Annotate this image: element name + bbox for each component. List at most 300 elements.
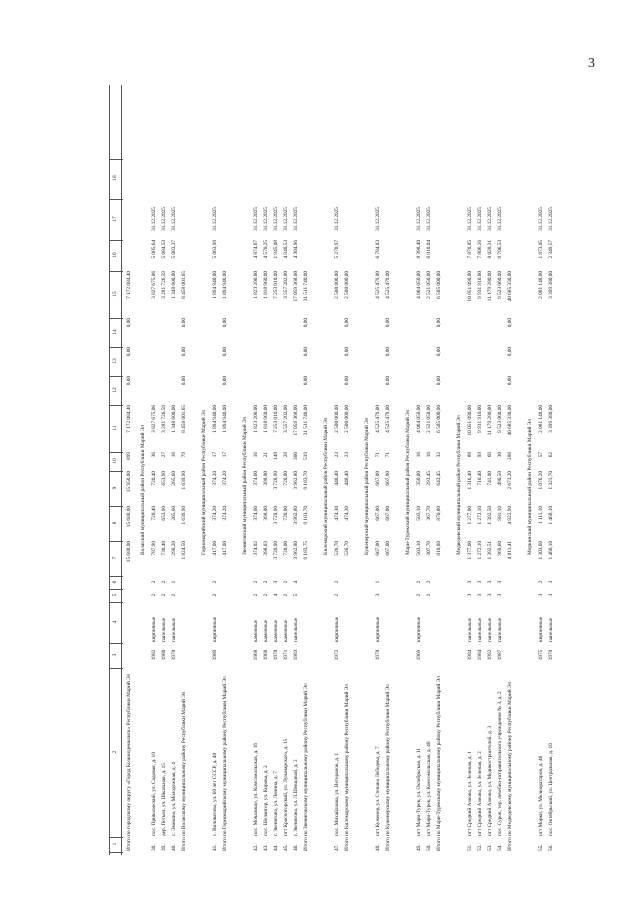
table-cell: пос. Михайловка, ул. Ветеранов, д. 1 — [334, 752, 340, 836]
table-cell: 148 — [273, 452, 279, 460]
table-row — [160, 85, 169, 855]
table-cell: 1 — [375, 580, 381, 584]
table-cell: 1980 — [161, 649, 167, 661]
table-cell — [466, 376, 475, 404]
table-cell: 2 — [283, 593, 289, 597]
table-cell: 667,00 — [385, 506, 391, 521]
table-cell: пгт Мари-Турек, ул. Комсомольская, д. 48 — [426, 741, 432, 836]
table-cell: 0,00 — [222, 347, 228, 357]
table-cell: 3 962,80 — [293, 506, 299, 525]
table-cell: 350,00 — [416, 471, 422, 486]
table-cell: 9 706,53 — [497, 240, 503, 259]
table-cell: 44. — [273, 844, 279, 851]
table-cell: 3 — [487, 580, 493, 584]
table-cell — [415, 347, 424, 375]
table-cell: пгт Морки, ул. Мелиораторов, д. 46 — [538, 755, 544, 836]
table-cell: 1984 — [467, 649, 473, 661]
section-title: Медведевский муниципальный район Республики Марий Эл — [456, 415, 462, 555]
table-cell: 4 — [293, 580, 299, 584]
table-cell — [272, 347, 281, 375]
table-cell — [262, 376, 271, 404]
table-cell: 3 728,90 — [273, 506, 279, 525]
table-cell: 374,20 — [212, 506, 218, 521]
table-cell: 286 — [507, 452, 513, 460]
table-cell: 3 — [273, 580, 279, 584]
table-cell: 5 270,97 — [334, 240, 340, 259]
table-cell — [272, 318, 281, 346]
table-cell — [302, 199, 311, 239]
table-cell: 1 894 940,00 — [212, 271, 218, 299]
table-cell — [425, 602, 434, 642]
table-cell: 15 688,00 — [126, 506, 132, 528]
table-cell: 0,00 — [222, 376, 228, 386]
table-cell: 31.12.2025 — [212, 207, 218, 231]
table-cell — [384, 589, 393, 601]
table-cell — [425, 376, 434, 404]
table-cell: 9 183,70 — [303, 471, 309, 490]
table-cell: 519 — [303, 452, 309, 460]
table-cell: 5 063,98 — [212, 240, 218, 259]
table-cell — [506, 240, 515, 270]
column-rule — [109, 506, 123, 507]
table-cell: 2 — [253, 593, 259, 597]
table-cell: 398,00 — [263, 506, 269, 521]
table-cell — [221, 602, 230, 642]
table-row — [476, 85, 485, 855]
table-cell: 16 — [253, 452, 259, 458]
table-cell: 62 — [548, 452, 554, 458]
total-label: Итого по Куженерскому муниципальному району Республики Марий Эл — [385, 684, 391, 851]
table-cell: с. Виловатово, ул. 60 лет СССР, д. 40 — [212, 752, 218, 836]
total-label: Итого по городскому округу «Город Козьмодемьянск» Республики Марий Эл — [126, 673, 132, 851]
column-number: 8 — [112, 521, 118, 525]
table-cell: 3 — [548, 593, 554, 597]
table-cell: 1 321,70 — [548, 471, 554, 490]
table-cell: 1 — [171, 580, 177, 584]
table-cell: г. Звенигово, ул. Л.Шевцовой, д. 2 — [293, 759, 299, 836]
table-cell: 1 377,00 — [467, 541, 473, 560]
table-cell: пгт Средний Азиово, ул. Зеленая, д. 1 — [467, 751, 473, 836]
table-row — [547, 85, 556, 855]
table-cell — [302, 602, 311, 642]
table-cell — [125, 199, 134, 239]
table-cell: 40 685 330,00 — [507, 405, 513, 436]
table-cell — [384, 643, 393, 667]
table-cell: 448,40 — [334, 471, 340, 486]
table-cell: 374,20 — [222, 506, 228, 521]
table-cell: 50. — [426, 844, 432, 851]
table-row — [415, 85, 424, 855]
table-cell: 5 085,64 — [151, 240, 157, 259]
table-cell: 1 639,90 — [181, 506, 187, 525]
table-cell — [170, 347, 179, 375]
total-label: Итого по Волжскому муниципальному району Республики Марий Эл — [181, 691, 187, 851]
table-cell — [466, 318, 475, 346]
table-cell: 2 500 000,00 — [334, 405, 340, 433]
table-cell: 31.12.2025 — [548, 207, 554, 231]
table-cell: 4 570,25 — [263, 240, 269, 259]
table-cell: 11 179 280,00 — [487, 271, 493, 302]
table-cell: 1 468,10 — [548, 541, 554, 560]
table-cell: 7 253 010,00 — [273, 405, 279, 433]
table-cell: 474,30 — [344, 506, 350, 521]
table-cell: панельные — [171, 617, 177, 642]
table-cell — [466, 347, 475, 375]
table-cell: панельные — [467, 617, 473, 642]
table-cell — [506, 199, 515, 239]
table-cell: 398,03 — [263, 541, 269, 556]
table-cell: 23 — [334, 452, 340, 458]
table-cell: 9 523 060,00 — [497, 405, 503, 433]
table-cell: 3 — [538, 593, 544, 597]
table-cell — [180, 589, 189, 601]
table-cell: 367,70 — [426, 506, 432, 521]
table-cell: 2 081 148,00 — [538, 405, 544, 433]
table-cell: 3 557 202,00 — [283, 271, 289, 299]
table-row — [262, 85, 271, 855]
table-cell: пос. Октябрьский, ул. Центральная, д. 10 — [548, 743, 554, 836]
table-cell — [150, 376, 159, 404]
table-cell: 21 — [263, 452, 269, 458]
table-cell — [211, 318, 220, 346]
table-cell: 0,00 — [222, 318, 228, 328]
table-cell: 10 051 090,00 — [467, 405, 473, 436]
table-cell — [125, 576, 134, 588]
table-cell — [221, 589, 230, 601]
table-cell: пос. Приволжский, ул. Садовая, д. 10 — [151, 752, 157, 836]
table-cell: 6 784,83 — [375, 240, 381, 259]
column-number: 2 — [112, 750, 118, 754]
table-cell: 7 172 084,40 — [126, 271, 132, 299]
table-row — [150, 85, 159, 855]
table-cell — [374, 318, 383, 346]
table-cell: 47. — [334, 844, 340, 851]
table-cell: каменные — [253, 619, 259, 642]
table-cell: 31.12.2025 — [497, 207, 503, 231]
table-cell: кирпичные — [375, 616, 381, 642]
table-cell: 71 — [375, 452, 381, 458]
table-cell: 1 392,50 — [487, 506, 493, 525]
table-cell: 298,20 — [171, 541, 177, 556]
total-label: Итого по Килемарскому муниципальному району Республики Марий Эл — [344, 684, 350, 851]
table-cell — [302, 576, 311, 588]
table-cell — [384, 199, 393, 239]
table-cell: 31.12.2025 — [334, 207, 340, 231]
column-rule — [109, 837, 123, 838]
table-cell — [125, 589, 134, 601]
section-title: Килемарский муниципальный район Республики Марий Эл — [323, 417, 329, 555]
table-cell — [506, 589, 515, 601]
table-cell — [292, 318, 301, 346]
table-cell: панельные — [477, 617, 483, 642]
table-cell — [496, 376, 505, 404]
table-cell — [170, 376, 179, 404]
table-cell — [252, 376, 261, 404]
table-cell: 5 083,37 — [171, 240, 177, 259]
table-cell: 1987 — [497, 649, 503, 661]
table-cell: 503,10 — [416, 506, 422, 521]
table-row — [496, 85, 505, 855]
table-cell: 2 — [212, 593, 218, 597]
table-cell — [476, 347, 485, 375]
table-cell: 2 500 000,00 — [344, 405, 350, 433]
column-rule — [109, 576, 123, 577]
table-cell — [221, 643, 230, 667]
table-cell: 5 — [293, 593, 299, 597]
table-cell — [476, 376, 485, 404]
table-cell: 1970 — [273, 649, 279, 661]
table-cell — [125, 643, 134, 667]
table-cell: 31.12.2025 — [283, 207, 289, 231]
table-cell: 4 304,96 — [293, 240, 299, 259]
table-cell: 2 673,20 — [507, 471, 513, 490]
table-cell: 1 823 200,00 — [253, 405, 259, 433]
table-cell: 2 349,57 — [548, 240, 554, 259]
table-cell — [292, 347, 301, 375]
table-cell: 667,00 — [385, 541, 391, 556]
table-cell: 306 — [293, 452, 299, 460]
table-cell: 38. — [151, 844, 157, 851]
table-cell — [150, 318, 159, 346]
table-cell: панельные — [548, 617, 554, 642]
table-cell: 4 940,53 — [283, 240, 289, 259]
table-cell: 3 962,80 — [293, 471, 299, 490]
table-cell: 8 458 001,65 — [181, 271, 187, 299]
table-cell: панельные — [161, 617, 167, 642]
table-cell — [343, 240, 352, 270]
table-cell: 4 525 479,00 — [385, 405, 391, 433]
column-rule — [109, 405, 123, 406]
table-cell: дер. Петьял, ул. Школьная, д. 15 — [161, 763, 167, 836]
column-rule — [109, 240, 123, 241]
table-cell: 2 — [263, 593, 269, 597]
table-cell: 55. — [538, 844, 544, 851]
column-rule — [109, 271, 123, 272]
table-cell: 4 922,90 — [507, 506, 513, 525]
table-cell: 2 — [212, 580, 218, 584]
section-title: Звениговский муниципальный район Республики Марий Эл — [242, 416, 248, 555]
table-cell: 653,90 — [161, 471, 167, 486]
table-cell: 720,00 — [283, 471, 289, 486]
table-row — [537, 85, 546, 855]
table-cell: 899 — [126, 452, 132, 460]
table-cell — [537, 376, 546, 404]
table-cell: 31.12.2025 — [416, 207, 422, 231]
table-cell: 3 — [477, 580, 483, 584]
table-cell: 0,00 — [126, 347, 132, 357]
column-rule — [109, 643, 123, 644]
table-cell — [425, 347, 434, 375]
table-cell: 4 011,41 — [507, 541, 513, 560]
column-rule — [109, 471, 123, 472]
table-cell: пгт Куженер, ул. Степана Лебедева, д. 7 — [375, 746, 381, 836]
column-rule — [109, 668, 123, 669]
top-rule — [109, 85, 110, 855]
table-cell: 374,00 — [253, 506, 259, 521]
table-cell: 2 — [426, 580, 432, 584]
table-cell: пгт Мари-Турек, ул. Октябрьская, д. 11 — [416, 748, 422, 836]
table-cell: 374,00 — [253, 471, 259, 486]
table-cell: 3 — [477, 593, 483, 597]
table-cell: 448,40 — [344, 471, 350, 486]
table-cell: 741,00 — [487, 471, 493, 486]
table-cell — [272, 376, 281, 404]
table-cell: 653,90 — [161, 506, 167, 521]
table-cell: пос. Шелангер, ул. Кирова, д. 2 — [263, 765, 269, 836]
table-cell: 49. — [416, 844, 422, 851]
table-cell: 969,60 — [497, 541, 503, 556]
table-cell: 3 827 675,06 — [151, 405, 157, 433]
section-title: Волжский муниципальный район Республики Марий Эл — [140, 425, 146, 555]
column-number: 12 — [112, 387, 118, 393]
table-cell: 1968 — [253, 649, 259, 661]
table-cell: 720,40 — [151, 506, 157, 521]
table-cell: 720,40 — [151, 471, 157, 486]
table-cell: 0,00 — [181, 347, 187, 357]
table-cell — [302, 643, 311, 667]
column-number: 18 — [112, 175, 118, 181]
table-cell — [180, 576, 189, 588]
table-cell: 4 525 479,00 — [375, 271, 381, 299]
table-cell: 2 — [416, 580, 422, 584]
table-cell: пос. Сурок, тер. лечебно-исправительного учреждения № 3, д. 2 — [497, 691, 503, 836]
table-cell — [384, 602, 393, 642]
table-cell: панельные — [293, 617, 299, 642]
table-cell: 3 — [467, 593, 473, 597]
table-cell: 16 — [426, 452, 432, 458]
table-cell: 1 272,10 — [477, 506, 483, 525]
table-cell: каменные — [263, 619, 269, 642]
table-cell: 1970 — [171, 649, 177, 661]
rotated-sheet — [105, 85, 610, 855]
table-cell: 3 — [487, 593, 493, 597]
register-table — [105, 85, 610, 855]
table-cell: 57 — [538, 452, 544, 458]
column-rule — [109, 347, 123, 348]
table-cell — [221, 576, 230, 588]
table-cell: 4 874,67 — [253, 240, 259, 259]
table-cell: 374,20 — [212, 471, 218, 486]
table-cell — [435, 240, 444, 270]
table-cell: 6 585 000,00 — [436, 405, 442, 433]
table-cell: 40 685 330,00 — [507, 271, 513, 302]
table-cell: 1972 — [334, 649, 340, 661]
table-cell: 79 — [181, 452, 187, 458]
column-number: 10 — [112, 458, 118, 464]
table-cell: 374,20 — [222, 471, 228, 486]
section-title: Моркинский муниципальный район Республики Марий Эл — [527, 419, 533, 555]
table-cell: 17 — [222, 452, 228, 458]
table-cell: 720,00 — [283, 541, 289, 556]
table-cell: 2 — [253, 580, 259, 584]
table-cell: 1984 — [477, 649, 483, 661]
table-cell: 2 521 050,00 — [426, 271, 432, 299]
table-cell — [262, 318, 271, 346]
table-cell: 31.12.2025 — [538, 207, 544, 231]
table-cell: 48. — [375, 844, 381, 851]
table-cell — [496, 347, 505, 375]
table-cell — [537, 318, 546, 346]
column-number: 13 — [112, 358, 118, 364]
table-cell: 43. — [263, 844, 269, 851]
table-cell: 2 500 000,00 — [344, 271, 350, 299]
table-cell: 0,00 — [126, 376, 132, 386]
table-cell: 31.12.2025 — [253, 207, 259, 231]
table-cell: пгт Средний Азиово, ул. Медикостроителей, д. 3 — [487, 725, 493, 836]
table-cell: 9 183,70 — [303, 506, 309, 525]
table-cell: 30 — [497, 452, 503, 458]
table-cell — [547, 318, 556, 346]
table-cell: пгт Средний Азиово, ул. Зеленая, д. 2 — [477, 751, 483, 836]
table-cell: пос. Мочалище, ул. Комсомольская, д. 16 — [253, 742, 259, 836]
table-cell — [302, 589, 311, 601]
table-cell: 7 172 084,40 — [126, 405, 132, 433]
column-rule — [109, 852, 123, 853]
table-cell: 0,00 — [436, 318, 442, 328]
table-cell: 0,00 — [181, 376, 187, 386]
table-cell — [160, 318, 169, 346]
table-cell: 0,00 — [181, 318, 187, 328]
table-cell: 1 894 940,00 — [222, 271, 228, 299]
table-cell: 1 818 960,00 — [263, 271, 269, 299]
table-cell: 1 873,05 — [538, 240, 544, 259]
table-cell: 1968 — [263, 649, 269, 661]
table-cell — [160, 376, 169, 404]
table-cell: 503,10 — [416, 541, 422, 556]
table-cell: 31.12.2025 — [263, 207, 269, 231]
table-cell: 710,40 — [477, 471, 483, 486]
table-cell: 46. — [293, 844, 299, 851]
section-title: Мари-Турекский муниципальный район Республики Марий Эл — [405, 409, 411, 555]
table-cell — [211, 347, 220, 375]
table-cell: 9 183,75 — [303, 541, 309, 560]
column-rule — [109, 589, 123, 590]
table-cell: с. Эмеково, ул. Молодежная, д. 4 — [171, 762, 177, 836]
table-cell: 5 084,53 — [161, 240, 167, 259]
table-cell: 2 — [538, 580, 544, 584]
table-cell — [435, 199, 444, 239]
table-cell — [415, 376, 424, 404]
table-cell: 4 525 479,00 — [375, 405, 381, 433]
table-cell: 0,00 — [385, 376, 391, 386]
table-cell: 2 — [263, 580, 269, 584]
table-cell: кирпичные — [416, 616, 422, 642]
table-cell: 374,02 — [253, 541, 259, 556]
table-cell: 3 281 726,59 — [161, 405, 167, 433]
table-cell: 1992 — [487, 649, 493, 661]
table-cell — [435, 576, 444, 588]
table-cell — [537, 347, 546, 375]
table-cell — [415, 318, 424, 346]
table-cell: 16 — [416, 452, 422, 458]
table-cell: 9 523 060,00 — [497, 271, 503, 299]
section-title: Куженерский муниципальный район Республики Марий Эл — [364, 417, 370, 555]
table-cell: 2 — [161, 580, 167, 584]
table-cell: 1 392,51 — [487, 541, 493, 560]
table-cell: 8 028,31 — [487, 240, 493, 259]
table-cell: 52. — [477, 844, 483, 851]
column-number: 14 — [112, 329, 118, 335]
table-cell: каменные — [273, 619, 279, 642]
table-cell: 1 639,90 — [181, 471, 187, 490]
table-cell: 40. — [171, 844, 177, 851]
table-cell: кирпичные — [151, 616, 157, 642]
table-cell: 17 — [212, 452, 218, 458]
table-cell — [160, 347, 169, 375]
table-cell — [180, 643, 189, 667]
table-cell: 1982 — [151, 649, 157, 661]
table-cell: 1 894 940,00 — [222, 405, 228, 433]
